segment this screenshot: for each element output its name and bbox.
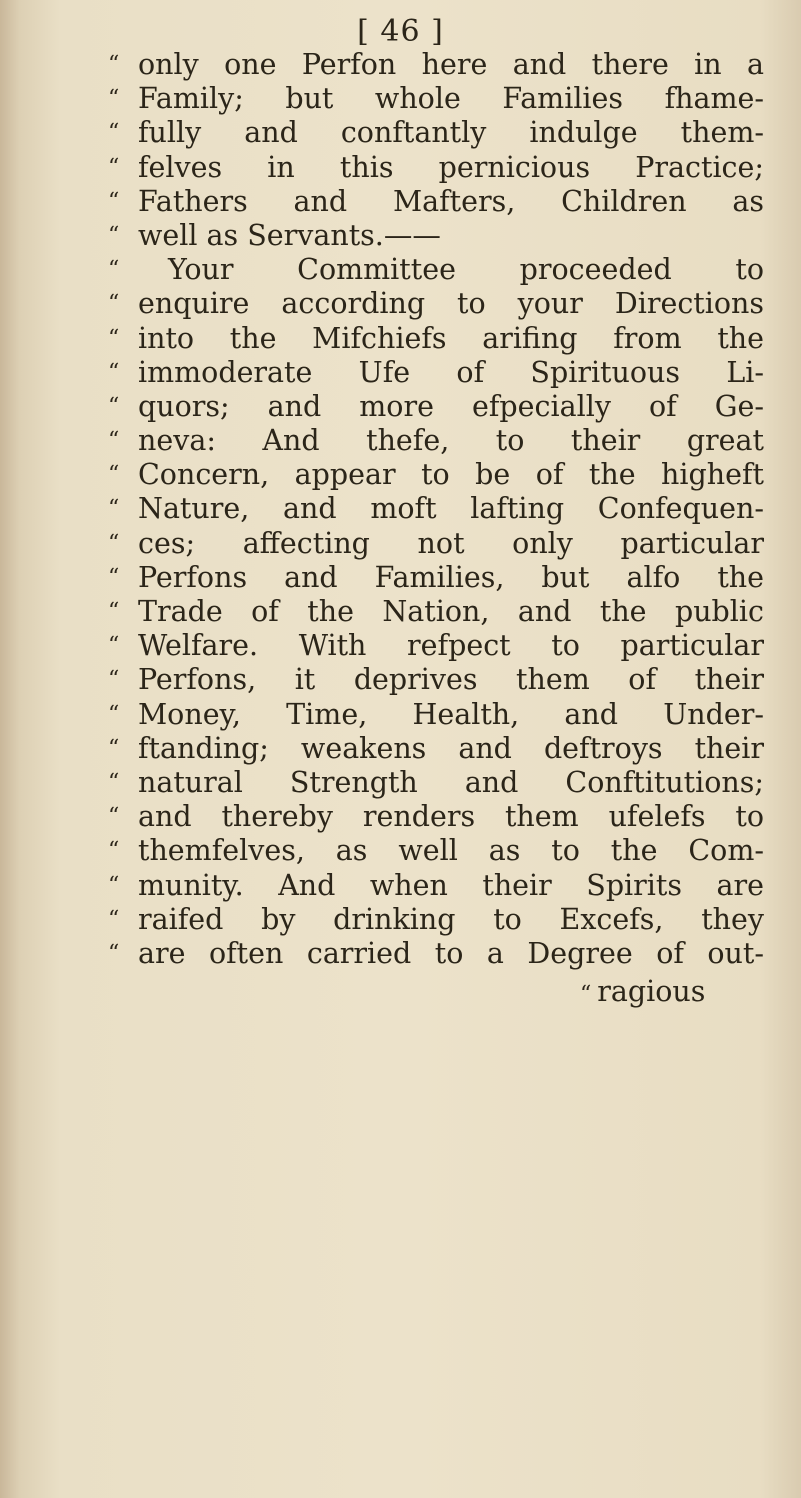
line-text: Family; but whole Families fhame- [138, 82, 764, 116]
catchword-line [580, 975, 705, 1008]
quote-mark: “ [108, 86, 120, 112]
quote-mark: “ [108, 393, 120, 419]
text-line [108, 698, 764, 732]
text-line [108, 151, 764, 185]
quote-mark: “ [108, 52, 120, 77]
text-line [108, 458, 764, 492]
line-text: themfelves, as well as to the Com- [138, 834, 764, 868]
quote-mark: “ [108, 530, 120, 556]
line-text: well as Servants.—— [138, 218, 441, 252]
text-line [108, 663, 764, 697]
quote-mark: “ [108, 359, 120, 385]
quote-mark: “ [108, 462, 120, 488]
quote-mark: “ [108, 667, 120, 693]
text-line [108, 629, 764, 663]
line-text: enquire according to your Directions [138, 287, 764, 321]
text-line [108, 390, 764, 424]
quote-mark: “ [108, 154, 120, 180]
text-line [108, 424, 764, 458]
quote-mark: “ [108, 804, 120, 830]
text-line [108, 834, 764, 868]
line-text: felves in this pernicious Practice; [138, 150, 764, 184]
quote-mark: “ [108, 291, 120, 317]
text-line [108, 800, 764, 834]
quote-mark: “ [108, 222, 120, 248]
text-line [108, 356, 764, 390]
quote-mark: “ [580, 982, 592, 1007]
line-text: Money, Time, Health, and Under- [138, 697, 764, 731]
line-text: Fathers and Mafters, Children as [138, 184, 764, 218]
quote-mark: “ [108, 633, 120, 659]
catchword: ragious [597, 975, 706, 1008]
line-text: ces; affecting not only particular [138, 526, 764, 560]
quote-mark: “ [108, 257, 120, 283]
quote-mark: “ [108, 838, 120, 864]
line-text: fully and conftantly indulge them- [138, 116, 764, 150]
line-text: raifed by drinking to Excefs, they [138, 902, 764, 936]
line-text: Trade of the Nation, and the public [138, 595, 764, 628]
line-text: only one Perfon here and there in a [138, 48, 764, 81]
text-line [108, 82, 764, 116]
line-text: into the Mifchiefs arifing from the [138, 321, 764, 355]
text-line [108, 766, 764, 800]
quote-mark: “ [108, 872, 120, 898]
line-text: Welfare. With refpect to particular [138, 629, 764, 663]
text-line [108, 595, 764, 629]
text-line [108, 116, 764, 150]
line-text: munity. And when their Spirits are [138, 868, 764, 902]
line-text: Perfons and Families, but alfo the [138, 560, 764, 594]
line-text: Nature, and moft lafting Confequen- [138, 492, 764, 526]
text-line [108, 253, 764, 287]
text-line [108, 561, 764, 595]
line-text: ftanding; weakens and deftroys their [138, 731, 764, 765]
line-text: and thereby renders them ufelefs to [138, 800, 764, 834]
text-line [108, 185, 764, 219]
line-text: natural Strength and Conftitutions; [138, 765, 764, 799]
quote-mark: “ [108, 940, 120, 966]
text-line [108, 903, 764, 937]
line-text: Perfons, it deprives them of their [138, 663, 764, 697]
line-text: neva: And thefe, to their great [138, 424, 764, 458]
quote-mark: “ [108, 325, 120, 351]
line-text: Your Committee proceeded to [168, 253, 764, 287]
text-line [108, 732, 764, 766]
line-text: quors; and more efpecially of Ge- [138, 389, 764, 423]
text-line [108, 869, 764, 903]
quote-mark: “ [108, 701, 120, 727]
quote-mark: “ [108, 188, 120, 214]
quote-mark: “ [108, 564, 120, 590]
page-number: [ 46 ] [357, 14, 444, 49]
text-line [108, 287, 764, 321]
text-line [108, 937, 764, 971]
text-line [108, 322, 764, 356]
line-text: immoderate Ufe of Spirituous Li- [138, 355, 764, 389]
text-line [108, 492, 764, 526]
text-body [108, 48, 764, 971]
quote-mark: “ [108, 120, 120, 146]
quote-mark: “ [108, 496, 120, 522]
quote-mark: “ [108, 428, 120, 454]
line-text: Concern, appear to be of the higheft [138, 458, 764, 492]
text-line [108, 48, 764, 82]
quote-mark: “ [108, 769, 120, 795]
line-text: are often carried to a Degree of out- [138, 936, 764, 970]
text-line [108, 219, 764, 253]
text-line [108, 527, 764, 561]
quote-mark: “ [108, 735, 120, 761]
quote-mark: “ [108, 599, 120, 624]
quote-mark: “ [108, 906, 120, 932]
